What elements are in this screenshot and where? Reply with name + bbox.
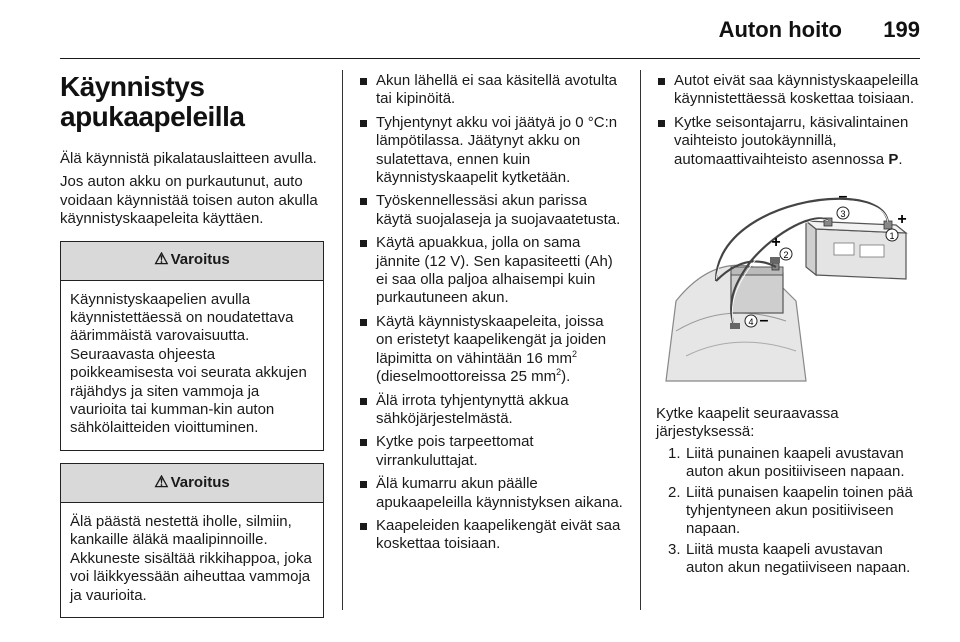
parking-text-end: . — [898, 150, 903, 168]
callout-2-label: 2 — [783, 250, 789, 261]
list-item: Autot eivät saa käynnistyskaapeleilla käynnistettäessä koskettaa toisiaan. — [656, 72, 922, 109]
battery-label-shape — [860, 245, 884, 257]
intro-paragraph-2: Jos auton akku on purkautunut, auto voidaan käynnistää toisen auton akulla käynnistyskaapeleita käyttäen. — [60, 173, 318, 228]
column-2 — [358, 72, 624, 559]
list-item: Käytä apuakkua, jolla on sama jännite (12 V). Sen kapasiteetti (Ah) ei saa olla paljoa alhaisempi kuin purkautuneen akun. — [358, 234, 624, 308]
warning-text-2: Älä päästä nestettä iholle, silmiin, kankaille äläkä maalipinnoille. Akkuneste sisältää rikkihappoa, joka voi läikkyessään aiheuttaa vammoja ja vaurioita. — [70, 512, 312, 604]
precaution-list-continued — [656, 72, 922, 169]
cable-spec-diesel: (dieselmoottoreissa 25 mm — [376, 368, 557, 386]
list-item: Akun lähellä ei saa käsitellä avotulta tai kipinöitä. — [358, 72, 624, 109]
step-number: 3. — [668, 540, 681, 558]
list-item — [656, 445, 922, 482]
donor-battery-side — [806, 221, 816, 275]
title-line-2: apukaapeleilla — [60, 101, 245, 132]
plus-sign: + — [897, 211, 907, 229]
gear-p-label: P — [888, 150, 899, 168]
intro-paragraph-1: Älä käynnistä pikalatauslaitteen avulla. — [60, 150, 317, 167]
clamp-shape — [770, 257, 780, 263]
step-text: Liitä punaisen kaapelin toinen pää tyhjentyneen akun positiiviseen napaan. — [686, 483, 913, 538]
jump-start-illustration — [656, 181, 922, 393]
page-number: 199 — [883, 17, 920, 42]
list-item: Älä irrota tyhjentynyttä akkua sähköjärjestelmästä. — [358, 392, 624, 429]
cable-spec-text: Käytä käynnistyskaapeleita, joissa on eristetyt kaapelikengät ja joiden läpimitta on vähintään 16 mm — [376, 312, 607, 367]
jump-start-diagram — [656, 181, 922, 393]
column-divider-1 — [342, 70, 343, 610]
list-item — [656, 114, 922, 169]
precaution-list — [358, 72, 624, 554]
superscript: 2 — [556, 367, 562, 378]
warning-title-1: Varoitus — [170, 251, 230, 269]
warning-triangle-icon: ⚠ — [154, 473, 169, 491]
callout-1-label: 1 — [889, 231, 895, 242]
list-item — [656, 484, 922, 539]
step-number: 1. — [668, 444, 681, 462]
warning-text-1: Käynnistyskaapelien avulla käynnistettäessä on noudatettava äärimmäistä varovaisuutta. Seuraavasta ohjeesta poikkeamisesta voi seurata akkujen räjähdys ja siten vammoja ja vaurioita tai kumman-kin auton sähkölaitteiden vioittuminen. — [70, 290, 307, 437]
warning-header-2 — [61, 464, 323, 503]
superscript: 2 — [571, 348, 577, 359]
list-item — [358, 313, 624, 387]
step-text: Liitä musta kaapeli avustavan auton akun negatiiviseen napaan. — [686, 540, 911, 577]
list-item: Tyhjentynyt akku voi jäätyä jo 0 °C:n lämpötilassa. Jäätynyt akku on sulatettava, ennen kuin käynnistyskaapelit kytketään. — [358, 114, 624, 188]
column-1 — [60, 72, 324, 630]
plus-sign: + — [771, 234, 781, 252]
step-text: Liitä punainen kaapeli avustavan auton akun positiiviseen napaan. — [686, 444, 905, 481]
list-item — [656, 541, 922, 578]
battery-label-shape — [834, 243, 854, 255]
callout-3-label: 3 — [840, 209, 846, 220]
warning-triangle-icon: ⚠ — [154, 251, 169, 269]
warning-box-2 — [60, 463, 324, 618]
clamp-shape — [730, 323, 740, 329]
section-title: Auton hoito — [718, 17, 842, 42]
minus-sign: – — [759, 312, 769, 330]
list-item: Älä kumarru akun päälle apukaapeleilla käynnistyksen aikana. — [358, 475, 624, 512]
callout-4-label: 4 — [748, 317, 754, 328]
column-3 — [656, 72, 922, 580]
title-line-1: Käynnistys — [60, 71, 205, 102]
warning-box-1 — [60, 241, 324, 451]
connection-steps — [656, 445, 922, 578]
warning-header-1 — [61, 242, 323, 281]
cable-spec-end: ). — [561, 368, 571, 386]
list-item: Kaapeleiden kaapelikengät eivät saa koskettaa toisiaan. — [358, 517, 624, 554]
column-divider-2 — [640, 70, 641, 610]
parking-text: Kytke seisontajarru, käsivalintainen vaihteisto joutokäynnillä, automaattivaihteisto asennossa — [674, 113, 909, 168]
minus-sign: – — [838, 188, 848, 206]
step-number: 2. — [668, 483, 681, 501]
header-rule — [60, 58, 920, 59]
warning-title-2: Varoitus — [170, 473, 230, 491]
connection-order-lead: Kytke kaapelit seuraavassa järjestyksessä: — [656, 405, 839, 441]
list-item: Työskennellessäsi akun parissa käytä suojalaseja ja suojavaatetusta. — [358, 192, 624, 229]
page-title — [60, 72, 324, 132]
page-header — [0, 0, 960, 58]
list-item: Kytke pois tarpeettomat virrankuluttajat. — [358, 433, 624, 470]
